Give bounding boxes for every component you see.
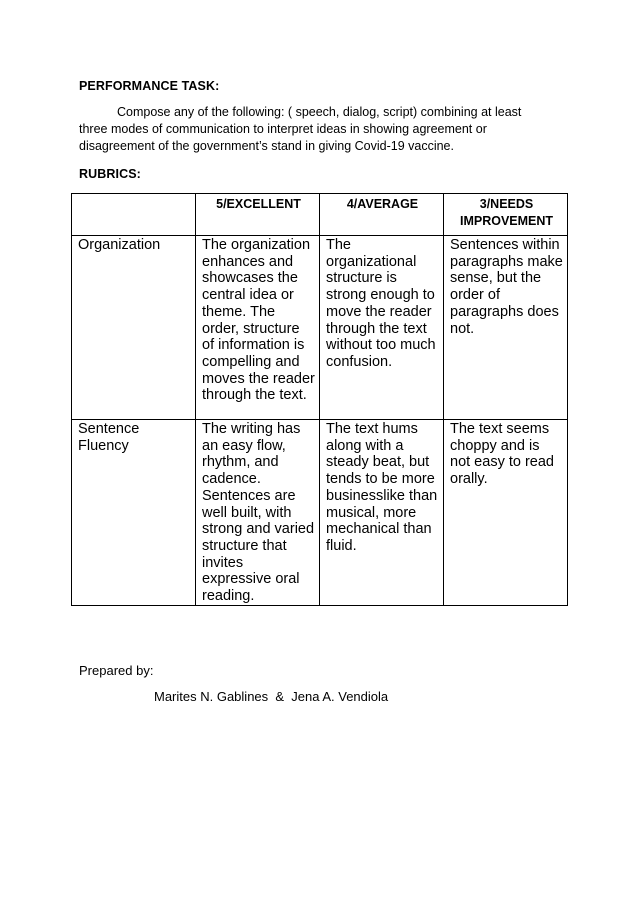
header-needs-improvement: 3/NEEDS IMPROVEMENT <box>444 194 568 236</box>
rubric-row-sentence-fluency <box>72 420 568 606</box>
criterion-cell: Organization <box>72 236 196 420</box>
rubric-table <box>71 193 568 606</box>
needs-improvement-cell: The text seems choppy and is not easy to read orally. <box>444 420 568 606</box>
rubric-row-organization <box>72 236 568 420</box>
excellent-cell: The writing has an easy flow, rhythm, and cadence. Sentences are well built, with strong and varied structure that invites expressive oral reading. <box>196 420 320 606</box>
header-average: 4/AVERAGE <box>320 194 444 236</box>
preparer-names: Marites N. Gablines & Jena A. Vendiola <box>154 689 389 704</box>
performance-task-heading: PERFORMANCE TASK: <box>79 79 220 93</box>
excellent-cell: The organization enhances and showcases the central idea or theme. The order, structure of information is compelling and moves the reader through the text. <box>196 236 320 420</box>
average-cell: The organizational structure is strong enough to move the reader through the text without too much confusion. <box>320 236 444 420</box>
average-cell: The text hums along with a steady beat, but tends to be more businesslike than musical, more mechanical than fluid. <box>320 420 444 606</box>
header-criterion <box>72 194 196 236</box>
prepared-by-label: Prepared by: <box>79 663 154 678</box>
needs-improvement-cell: Sentences within paragraphs make sense, but the order of paragraphs does not. <box>444 236 568 420</box>
task-instructions: Compose any of the following: ( speech, dialog, script) combining at least three modes of communication to interpret ideas in showing agreement or disagreement of the government’s stand in giving Covid-19 vaccine. <box>79 105 522 153</box>
header-excellent: 5/EXCELLENT <box>196 194 320 236</box>
rubric-header-row <box>72 194 568 236</box>
rubrics-heading: RUBRICS: <box>79 167 141 181</box>
criterion-cell: Sentence Fluency <box>72 420 196 606</box>
